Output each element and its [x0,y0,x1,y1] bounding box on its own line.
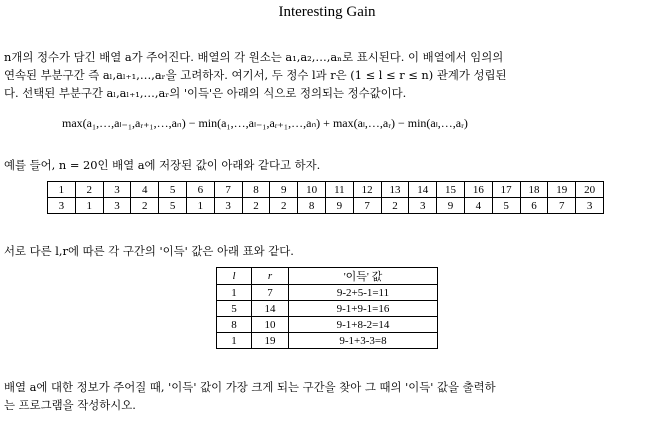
array-index-cell: 17 [492,182,520,198]
array-value-cell: 9 [437,198,465,214]
gain-table-row [217,285,438,301]
array-index-cell: 2 [75,182,103,198]
example-text: 예를 들어, n = 20인 배열 a에 저장된 값이 아래와 같다고 하자. [4,158,321,172]
problem-title: Interesting Gain [278,4,376,20]
array-value-cell: 1 [186,198,214,214]
array-value-cell: 2 [242,198,270,214]
array-value-cell: 3 [214,198,242,214]
array-table [47,181,604,214]
gain-cell-l: 5 [217,301,252,317]
array-value-cell: 3 [576,198,604,214]
gain-cell-l: 1 [217,333,252,349]
array-value-row [48,198,604,214]
gain-table-row [217,301,438,317]
array-index-cell: 15 [437,182,465,198]
gain-table [216,267,438,349]
gain-cell-r: 7 [252,285,289,301]
array-value-cell: 1 [75,198,103,214]
array-index-cell: 19 [548,182,576,198]
array-value-cell: 7 [548,198,576,214]
array-index-cell: 10 [298,182,326,198]
array-value-cell: 2 [131,198,159,214]
array-value-cell: 8 [298,198,326,214]
array-index-row [48,182,604,198]
array-value-cell: 6 [520,198,548,214]
array-index-cell: 16 [464,182,492,198]
final-line-2: 는 프로그램을 작성하시오. [4,398,136,412]
header-gain: '이득' 값 [289,268,438,285]
array-value-cell: 9 [325,198,353,214]
header-l: l [217,268,252,285]
array-index-cell: 13 [381,182,409,198]
description-line-3: 다. 선택된 부분구간 aₗ,aₗ₊₁,…,aᵣ의 '이득'은 아래의 식으로 정의되는 정수값이다. [4,86,407,100]
array-index-cell: 5 [159,182,187,198]
gain-cell-r: 14 [252,301,289,317]
array-index-cell: 9 [270,182,298,198]
gain-cell-r: 10 [252,317,289,333]
final-line-1: 배열 a에 대한 정보가 주어질 때, '이득' 값이 가장 크게 되는 구간을 찾아 그 때의 '이득' 값을 출력하 [4,380,496,394]
array-index-cell: 14 [409,182,437,198]
problem-description [4,48,650,102]
gain-formula: max(a₁,…,aₗ₋₁,aᵣ₊₁,…,aₙ) − min(a₁,…,aₗ₋₁,aᵣ₊₁,…,aₙ) + max(aₗ,…,aᵣ) − min(aₗ,…,aᵣ) [62,116,468,130]
gain-cell-l: 1 [217,285,252,301]
gain-cell-value: 9-1+9-1=16 [289,301,438,317]
gain-cell-l: 8 [217,317,252,333]
array-index-cell: 4 [131,182,159,198]
gain-table-row [217,333,438,349]
gain-intro-text: 서로 다른 l,r에 따른 각 구간의 '이득' 값은 아래 표와 같다. [4,244,294,258]
array-value-cell: 2 [270,198,298,214]
array-index-cell: 1 [48,182,76,198]
array-value-cell: 7 [353,198,381,214]
array-value-cell: 3 [48,198,76,214]
array-index-cell: 20 [576,182,604,198]
array-index-cell: 7 [214,182,242,198]
final-instruction [4,378,650,414]
array-value-cell: 3 [103,198,131,214]
gain-table-row [217,317,438,333]
array-index-cell: 6 [186,182,214,198]
array-index-cell: 8 [242,182,270,198]
gain-table-header [217,268,438,285]
gain-cell-value: 9-1+3-3=8 [289,333,438,349]
array-value-cell: 4 [464,198,492,214]
array-index-cell: 11 [325,182,353,198]
gain-cell-value: 9-1+8-2=14 [289,317,438,333]
array-index-cell: 18 [520,182,548,198]
description-line-2: 연속된 부분구간 즉 aₗ,aₗ₊₁,…,aᵣ을 고려하자. 여기서, 두 정수 l과 r은 (1 ≤ l ≤ r ≤ n) 관계가 성립된 [4,68,507,82]
array-index-cell: 12 [353,182,381,198]
description-line-1: n개의 정수가 담긴 배열 a가 주어진다. 배열의 각 원소는 a₁,a₂,…,aₙ로 표시된다. 이 배열에서 임의의 [4,50,504,64]
array-value-cell: 2 [381,198,409,214]
array-value-cell: 3 [409,198,437,214]
gain-cell-value: 9-2+5-1=11 [289,285,438,301]
gain-cell-r: 19 [252,333,289,349]
array-value-cell: 5 [492,198,520,214]
array-value-cell: 5 [159,198,187,214]
array-index-cell: 3 [103,182,131,198]
header-r: r [252,268,289,285]
